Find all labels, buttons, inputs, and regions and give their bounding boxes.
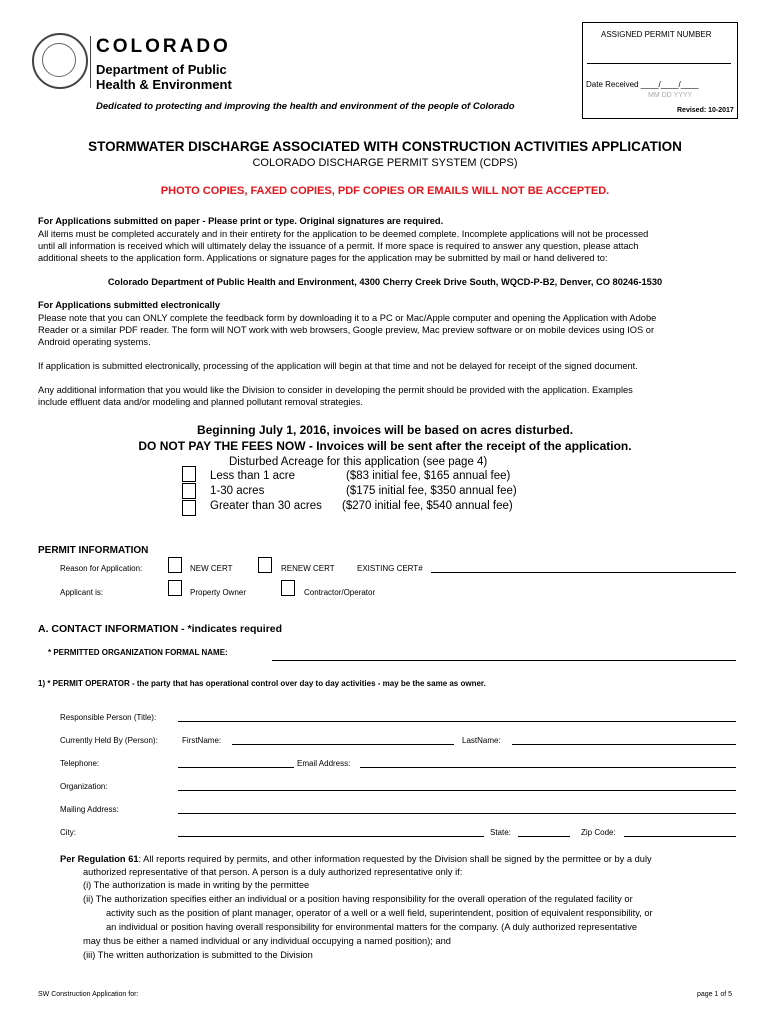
state-field[interactable] — [518, 836, 570, 837]
department-name-line2: Health & Environment — [96, 77, 232, 92]
regulation-item-i: (i) The authorization is made in writing by the permittee — [83, 880, 310, 890]
electronic-line: Android operating systems. — [38, 337, 151, 347]
permit-operator-heading: 1) * PERMIT OPERATOR - the party that has operational control over day to day activities - may be the same as owner. — [38, 679, 486, 688]
organization-field[interactable] — [178, 790, 736, 791]
applicant-label: Applicant is: — [60, 588, 104, 597]
contact-heading: A. CONTACT INFORMATION - *indicates required — [38, 623, 283, 635]
tagline: Dedicated to protecting and improving the health and environment of the people of Colorado — [96, 101, 515, 112]
telephone-field[interactable] — [178, 767, 294, 768]
regulation-text: : All reports required by permits, and other information requested by the Division shall be signed by the permittee or by a duly — [138, 854, 652, 864]
department-name-line1: Department of Public — [96, 62, 227, 77]
date-format-hint: MM DD YYYY — [648, 92, 693, 99]
electronic-heading: For Applications submitted electronically — [38, 300, 221, 310]
regulation-item-ii: activity such as the position of plant manager, operator of a well or a well field, superintendent, position of equivalent responsibility, or — [106, 908, 653, 918]
renew-cert-label: RENEW CERT — [281, 564, 335, 573]
colorado-wordmark: COLORADO — [96, 36, 231, 57]
fees-notice-1: Beginning July 1, 2016, invoices will be based on acres disturbed. — [196, 423, 574, 437]
contractor-label: Contractor/Operator — [304, 588, 376, 597]
property-owner-checkbox[interactable] — [168, 580, 182, 596]
city-label: City: — [60, 828, 76, 837]
footer-application-label: SW Construction Application for: — [38, 991, 139, 998]
org-name-field[interactable] — [272, 660, 736, 661]
state-label: State: — [490, 828, 511, 837]
revised-date: Revised: 10-2017 — [677, 107, 734, 114]
telephone-label: Telephone: — [60, 759, 100, 768]
reason-label: Reason for Application: — [60, 564, 143, 573]
mailing-address-label: Mailing Address: — [60, 805, 119, 814]
first-name-field[interactable] — [232, 744, 454, 745]
contractor-checkbox[interactable] — [281, 580, 295, 596]
paper-line: All items must be completed accurately and in their entirety for the application to be deemed complete. Incomplete applications will not be processed — [38, 229, 649, 239]
electronic-line: Please note that you can ONLY complete the feedback form by downloading it to a PC or Mac/Apple computer and opening the Application with Adobe — [38, 313, 657, 323]
paper-line: until all information is received which will ultimately delay the issuance of a permit. If more space is required to answer any question, please attach — [38, 241, 639, 251]
email-field[interactable] — [360, 767, 736, 768]
regulation-lead: Per Regulation 61 — [60, 854, 139, 864]
acreage-option-label: Less than 1 acre — [210, 470, 296, 482]
property-owner-label: Property Owner — [190, 588, 247, 597]
copies-warning: PHOTO COPIES, FAXED COPIES, PDF COPIES OR EMAILS WILL NOT BE ACCEPTED. — [160, 185, 610, 197]
new-cert-label: NEW CERT — [190, 564, 233, 573]
city-field[interactable] — [178, 836, 484, 837]
regulation-item-iii: (iii) The written authorization is submitted to the Division — [83, 950, 313, 960]
mailing-address: Colorado Department of Public Health and Environment, 4300 Cherry Creek Drive South, WQCD-P-B2, Denver, CO 80246-1530 — [107, 277, 663, 287]
permit-number-field[interactable] — [587, 63, 731, 64]
acreage-checkbox-less-1[interactable] — [182, 466, 196, 482]
regulation-item-ii: an individual or position having overall responsibility for environmental matters for the company. (A duly authorized representative — [106, 922, 638, 932]
date-received-label: Date Received ____/____/____ — [586, 80, 699, 89]
existing-cert-field[interactable] — [431, 572, 736, 573]
electronic-processing: If application is submitted electronically, processing of the application will begin at that time and not be delayed for receipt of the signed document. — [38, 361, 638, 371]
responsible-person-field[interactable] — [178, 721, 736, 722]
page-number: page 1 of 5 — [697, 991, 733, 998]
renew-cert-checkbox[interactable] — [258, 557, 272, 573]
permit-info-heading: PERMIT INFORMATION — [38, 545, 149, 556]
form-subtitle: COLORADO DISCHARGE PERMIT SYSTEM (CDPS) — [252, 157, 518, 169]
regulation-item-ii: (ii) The authorization specifies either an individual or a position having responsibility for the overall operation of the regulated facility or — [83, 894, 633, 904]
last-name-field[interactable] — [512, 744, 736, 745]
email-label: Email Address: — [297, 759, 351, 768]
zip-label: Zip Code: — [581, 828, 616, 837]
acreage-checkbox-1-30[interactable] — [182, 483, 196, 499]
organization-label: Organization: — [60, 782, 108, 791]
acreage-title: Disturbed Acreage for this application (see page 4) — [229, 456, 488, 468]
permit-number-label: ASSIGNED PERMIT NUMBER — [601, 30, 712, 39]
responsible-person-label: Responsible Person (Title): — [60, 713, 157, 722]
paper-line: additional sheets to the application form. Applications or signature pages for the application may be submitted by mail or hand delivered to: — [38, 253, 608, 263]
existing-cert-label: EXISTING CERT# — [357, 564, 423, 573]
last-name-label: LastName: — [462, 736, 501, 745]
first-name-label: FirstName: — [182, 736, 222, 745]
acreage-option-label: 1-30 acres — [210, 485, 265, 497]
fees-notice-2: DO NOT PAY THE FEES NOW - Invoices will be sent after the receipt of the application. — [138, 439, 632, 453]
paper-heading: For Applications submitted on paper - Please print or type. Original signatures are required. — [38, 216, 444, 226]
additional-info: include effluent data and/or modeling and planned pollutant removal strategies. — [38, 397, 363, 407]
state-seal-logo — [32, 33, 88, 89]
held-by-label: Currently Held By (Person): — [60, 736, 158, 745]
mailing-address-field[interactable] — [178, 813, 736, 814]
acreage-option-fee: ($83 initial fee, $165 annual fee) — [346, 470, 511, 482]
assigned-permit-box — [582, 22, 738, 119]
acreage-option-label: Greater than 30 acres — [210, 500, 322, 512]
new-cert-checkbox[interactable] — [168, 557, 182, 573]
electronic-line: Reader or a similar PDF reader. The form will NOT work with web browsers, Google preview, Mac preview software or on mobile devices using IOS or — [38, 325, 655, 335]
additional-info: Any additional information that you would like the Division to consider in developing the permit should be provided with the application. Examples — [38, 385, 633, 395]
regulation-line2: authorized representative of that person. A person is a duly authorized representative only if: — [83, 867, 463, 877]
logo-divider — [90, 36, 91, 88]
form-title: STORMWATER DISCHARGE ASSOCIATED WITH CONSTRUCTION ACTIVITIES APPLICATION — [88, 139, 682, 154]
acreage-checkbox-over-30[interactable] — [182, 500, 196, 516]
acreage-option-fee: ($270 initial fee, $540 annual fee) — [342, 500, 513, 512]
acreage-option-fee: ($175 initial fee, $350 annual fee) — [346, 485, 517, 497]
regulation-item-ii: may thus be either a named individual or any individual occupying a named position); and — [83, 936, 451, 946]
org-name-label: * PERMITTED ORGANIZATION FORMAL NAME: — [48, 648, 228, 657]
regulation-line1 — [60, 853, 652, 865]
zip-field[interactable] — [624, 836, 736, 837]
